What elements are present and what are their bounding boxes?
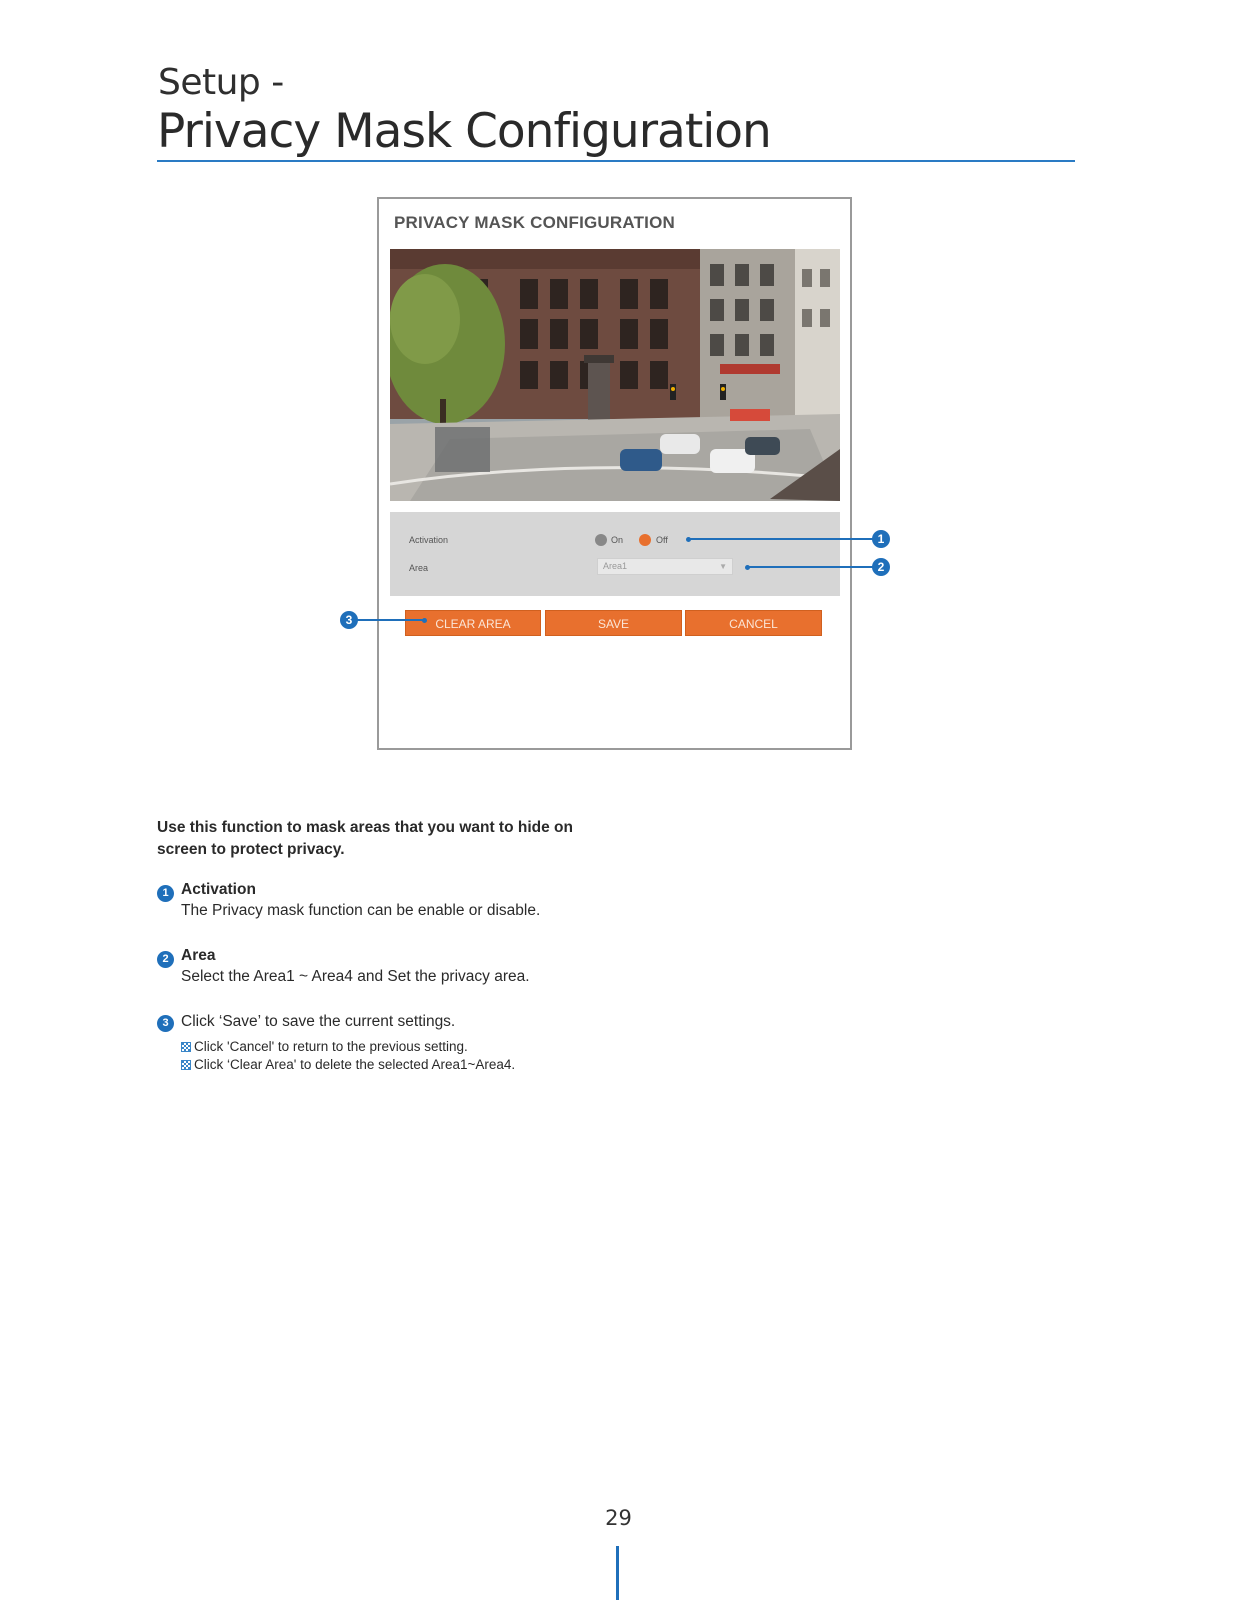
area-label: Area	[409, 563, 429, 573]
area-select-value: Area1	[603, 561, 628, 571]
callout-1-badge: 1	[872, 530, 890, 548]
note-clear-area	[181, 1057, 515, 1072]
privacy-mask-screenshot	[377, 197, 852, 750]
section-label: Setup -	[158, 62, 284, 103]
item-1-text: The Privacy mask function can be enable or disable.	[181, 902, 541, 919]
callout-1-leader	[688, 538, 875, 540]
callout-2-leader	[747, 566, 875, 568]
activation-label: Activation	[409, 535, 449, 545]
save-button[interactable]: SAVE	[545, 610, 682, 636]
page-marker	[616, 1546, 619, 1600]
callout-3-leader	[356, 619, 425, 621]
activation-on-label: On	[611, 535, 624, 545]
page-title: Privacy Mask Configuration	[157, 104, 771, 159]
activation-off-label: Off	[656, 535, 668, 545]
item-3-text: Click ‘Save’ to save the current settings.	[181, 1013, 456, 1030]
cancel-button[interactable]: CANCEL	[685, 610, 822, 636]
settings-panel	[390, 512, 840, 596]
camera-video-preview[interactable]	[390, 249, 840, 501]
screenshot-title: PRIVACY MASK CONFIGURATION	[394, 213, 675, 232]
item-2-title: Area	[181, 947, 216, 964]
title-divider	[157, 160, 1075, 162]
note-icon	[181, 1042, 191, 1052]
street-scene-image	[390, 249, 840, 501]
page-number: 29	[605, 1506, 632, 1530]
item-1-badge: 1	[157, 885, 174, 902]
item-1-title: Activation	[181, 881, 256, 898]
note-cancel	[181, 1039, 468, 1054]
activation-on-radio[interactable]	[595, 534, 607, 546]
intro-text: Use this function to mask areas that you want to hide on screen to protect privacy.	[157, 819, 573, 858]
item-3-badge: 3	[157, 1015, 174, 1032]
chevron-down-icon: ▼	[719, 562, 727, 571]
note-cancel-text: Click 'Cancel' to return to the previous setting.	[194, 1039, 468, 1054]
clear-area-button[interactable]: CLEAR AREA	[405, 610, 541, 636]
callout-2-badge: 2	[872, 558, 890, 576]
callout-3-anchor	[422, 618, 427, 623]
item-2-text: Select the Area1 ~ Area4 and Set the privacy area.	[181, 968, 530, 985]
note-icon	[181, 1060, 191, 1070]
area-select[interactable]	[597, 558, 733, 575]
activation-off-radio[interactable]	[639, 534, 651, 546]
item-2-badge: 2	[157, 951, 174, 968]
callout-3-badge: 3	[340, 611, 358, 629]
note-clear-text: Click ‘Clear Area' to delete the selected Area1~Area4.	[194, 1057, 516, 1072]
